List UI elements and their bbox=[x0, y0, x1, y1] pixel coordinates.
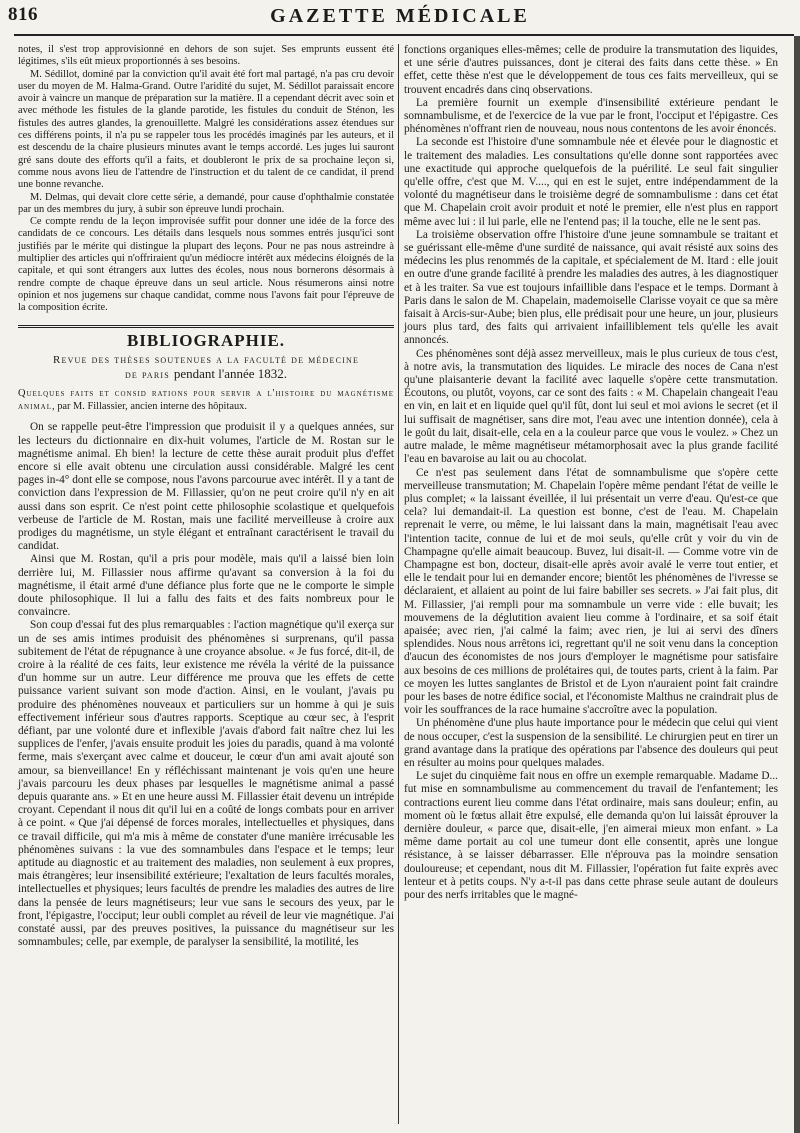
paragraph: Ce n'est pas seulement dans l'état de somnambulisme que s'opère cette merveilleuse transmutation; M. Chapelain l'opère même pendant l'état de veille le plus complet; « la laissant éveillée, il lui présentait un verre d'eau. Qu'est-ce que cela? lui demandait-il. La question est bonne, c'est de l'eau. M. Chapelain reprenait le verre, ou même, le lui laissant dans la main, magnétisait l'eau avec l'intention tacite, connue de lui et de moi seuls, qu'elle crût y voir du vin de Champagne qu'elle aimait beaucoup. Buvez, lui disait-il. — Comme votre vin de Champagne est bon, docteur, disait-elle après avoir avalé le verre tout entier, et elle le tendait pour lui en demander encore; bientôt les phénomènes de l'ivresse se déclaraient, et allaient au point de lui faire babiller ses secrets. » J'ai fait plus, dit M. Fillassier, j'ai rempli pour ma somnambule un verre vide : elle buvait; les mouvemens de la déglutition avaient lieu comme à l'ordinaire, et sa soif était apaisée; avec rien, j'ai calmé la faim; avec rien, je lui ai servi des dîners splendides. Nous nous arrêtons ici, regrettant qu'il ne soit venu dans la conception d'aucun des économistes de nos jours d'employer le magnétisme pour satisfaire aux besoins de ces millions de prolétaires qui, de toutes parts, crient à la faim. Par ce moyen les luttes sanglantes de Bristol et de Lyon n'auraient point fait craindre pour les bases de notre édifice social, et l'économiste Malthus ne craindrait plus de voir les souffrances de la race humaine s'accroître avec la population. bbox=[404, 466, 778, 717]
page-number: 816 bbox=[8, 4, 38, 25]
section-rule bbox=[18, 325, 394, 328]
revue-line-2: de paris bbox=[124, 368, 170, 381]
paragraph: M. Sédillot, dominé par la conviction qu'il avait été fort mal partagé, n'a pas cru devoir user du moyen de M. Halma-Grand. Outre l'aridité du sujet, M. Sédillot paraissait encore avoir à vaincre un manque de préparation sur la matière. Il a cependant décrit avec soin et avec méthode les fistules de la glande parotide, les fistules du conduit de Sténon, les fistules des autres glandes, la grenouillette. Malgré les considérations assez étendues sur ces différens points, il n'a pu se rappeler tous les procédés imaginés par les auteurs, et il est descendu de la chaire plusieurs minutes avant le temps accordé. Les juges lui sauront gré sans doute des efforts qu'il a faits, et doubleront le prix de sa prochaine leçon si, comme nous avons lieu de l'attendre de l'instruction et du talent de ce candidat, il prend une bonne revanche. bbox=[18, 68, 394, 191]
paragraph: La troisième observation offre l'histoire d'une jeune somnambule se traitant et se guérissant elle-même d'une surdité de naissance, qui avait résisté aux soins des médecins les plus renommés de la capitale, et spécialement de M. Itard : elle jouit en outre d'une grande facilité à prendre les maladies des autres, à les diagnostiquer et à les traiter. Sa vue est toujours infaillible dans l'espace et le temps. Dormant à Paris dans le salon de M. Chapelain, mademoiselle Clarisse voyait ce que sa mère faisait à Arcis-sur-Aube; bien plus, elle prédisait pour une heure, un jour, plusieurs jours plus tard, des faits qui arrivaient infailliblement tels qu'elle les avait annoncés. bbox=[404, 228, 778, 347]
paragraph: Ce compte rendu de la leçon improvisée suffit pour donner une idée de la force des candidats de ce concours. Les détails dans lesquels nous sommes entrés jusqu'ici sont justifiés par le mérite qui distingue la plupart des leçons. Pour ne pas nous astreindre à multiplier des articles qui n'offriraient qu'un médiocre intérêt aux médecins éloignés de la capitale, et qui sont étrangers aux luttes des écoles, nous nous bornerons désormais à rendre compte de chaque épreuve dans un seul article. Nous résumerons ainsi notre opinion et nos jugemens sur chaque candidat, comme nous l'avons fait pour l'épreuve de la composition écrite. bbox=[18, 216, 394, 314]
left-column bbox=[18, 44, 394, 949]
revue-year: pendant l'année 1832. bbox=[173, 365, 288, 381]
article-title-main: Quelques faits et consid rations pour servir a l'histoire du magnétisme animal bbox=[18, 387, 394, 412]
article-title-author: , par M. Fillassier, ancien interne des hôpitaux. bbox=[52, 400, 247, 412]
paragraph: Ainsi que M. Rostan, qu'il a pris pour modèle, mais qu'il a laissé bien loin derrière lui, M. Fillassier nous affirme qu'avant sa conversion à la foi du magnétisme, il était armé d'une défiance plus forte que ne le comporte le simple doute philosophique. Il lui a fallu des faits et des faits nombreux pour le convaincre. bbox=[18, 553, 394, 619]
right-column bbox=[404, 44, 778, 902]
section-title: BIBLIOGRAPHIE. bbox=[126, 330, 286, 350]
paragraph: Le sujet du cinquième fait nous en offre un exemple remarquable. Madame D... fut mise en somnambulisme au commencement du travail de l'enfantement; les contractions eurent lieu comme dans l'état ordinaire, mais sans douleur; enfin, au moment où le fœtus allait être expulsé, elle demanda qu'on lui laissât éprouver la dernière douleur, « parce que, disait-elle, j'en aimerai mieux mon enfant. » La même dame portait au col une tumeur dont elle consentit, après une longue résistance, à se laisser débarrasser. Elle n'éprouva pas la moindre sensation douloureuse; et cependant, nous dit M. Fillassier, l'opération fut faite exprès avec lenteur et à petits coups. N'y a-t-il pas dans cette phrase seule autant de douleurs pour des nerfs irritables que le magné- bbox=[404, 770, 778, 901]
left-top-text bbox=[18, 44, 394, 315]
page-header bbox=[0, 0, 800, 36]
paragraph: La seconde est l'histoire d'une somnambule née et élevée pour le diagnostic et le traitement des maladies. Les consultations qu'elle donne sont rapportées avec une exactitude qui approche quelquefois de la puérilité. Le seul fait singulier qu'elle offre, c'est que M. V...., qui en est le sujet, entre indépendamment de la volonté du magnétiseur dans le troisième degré de somnambulisme : dans cet état que M. Chapelain croit avoir produit et noté le premier, elle n'est plus en rapport même avec lui : il lui parle, elle ne l'entend pas; il la touche, elle ne le sent pas. bbox=[404, 136, 778, 228]
column-divider bbox=[398, 44, 399, 1124]
header-rule bbox=[14, 34, 794, 36]
journal-title: GAZETTE MÉDICALE bbox=[270, 5, 530, 27]
page-edge-bar bbox=[794, 36, 800, 1133]
paragraph: M. Delmas, qui devait clore cette série, a demandé, pour cause d'ophthalmie constatée par un des membres du jury, à subir son épreuve lundi prochain. bbox=[18, 191, 394, 215]
paragraph: On se rappelle peut-être l'impression que produisit il y a quelques années, sur les lecteurs du dictionnaire en dix-huit volumes, l'article de M. Rostan sur le magnétisme animal. Eh bien! la lecture de cette thèse aurait produit plus d'effet encore si elle avait obtenu une circulation aussi considérable. Malgré les cent pages in-4° dont elle se compose, nous l'avons parcourue avec intérêt. Il y a tant de conviction dans l'expression de M. Fillassier, qu'on ne peut croire qu'il n'y en ait aussi dans son esprit. Ce n'est point cette philosophie scolastique et quelquefois verbeuse de l'article de M. Rostan, mais une facilité merveilleuse à croire aux prodiges du magnétisme, un style élégant et entraînant caractérisent le travail du candidat. bbox=[18, 421, 394, 553]
paragraph: Son coup d'essai fut des plus remarquables : l'action magnétique qu'il exerça sur un de ses amis intimes produisit des phénomènes si surprenans, qu'il passa subitement de l'état de répugnance à une croyance absolue. « Je fus forcé, dit-il, de croire à la réalité de ces faits, leur existence me révéla la vérité de la puissance d'un homme sur un autre. Leur différence me prouva que les effets de cette puissance varient suivant son mode d'action. Ainsi, en le voulant, j'avais pu produire des phénomènes nouveaux et particuliers sur un homme à qui je suis effectivement inférieur sous d'autres rapports. Sceptique au cœur sec, à l'esprit défiant, par une volonté dure et inflexible j'avais d'abord fait naître chez lui les supplices de l'enfer, j'avais ensuite produit les joies du paradis, quand à ma volonté ferme, mais s'exerçant avec calme et douceur, le cœur d'un ami avait ajouté son amour, sa bienveillance! En y réfléchissant maintenant je vois qu'en une heure j'avais parcouru les deux phases par lesquelles le magnétisme animal a passé depuis quarante ans. » Et en une heure aussi M. Fillassier était devenu un intrépide croyant. Cependant il nous dit qu'il lui en a coûté de longs combats pour en arriver à ce point. « Que j'ai dépensé de forces morales, intellectuelles et physiques, dans ce travail difficile, qui m'a mis à même de constater d'une manière irrécusable les phénomènes suivans : la vue des somnambules dans l'espace et le temps; leur aptitude au diagnostic et au traitement des maladies, non seulement à eux propres, mais étrangères; leur insensibilité extérieure; l'exaltation de leurs facultés morales, intellectuelles et physiques; leurs facultés de prendre les maladies des autres de lire dans la pensée de leurs magnétiseurs; leur vue sans le secours des yeux, par le front, l'épigastre, l'occiput; leur oubli complet au réveil de leur vie magnétique. J'ai constaté aussi, par des preuves positives, la puissance du magnétiseur sur les somnambules; celle, par exemple, de paralyser la sensibilité, la motilité, les bbox=[18, 619, 394, 949]
paragraph: Ces phénomènes sont déjà assez merveilleux, mais le plus curieux de tous c'est, à notre avis, la transmutation des liquides. Le miracle des noces de Cana n'est qu'une plaisanterie devant la facilité avec laquelle s'opère cette transmutation. Écoutons, ou plutôt, voyons, car ce sont des faits : « M. Chapelain changeait l'eau en vin, en lait et en liquide quel qu'il fût, dont lui seul et moi avions le secret (et il lui suffisait de magnétiser, sans dire mot, l'eau avec une intention donnée), cela à le goût du lait, disait-elle, cela en a la couleur parce que vous le voulez. » Chez un autre malade, le même magnétiseur métamorphosait avec la plus grande facilité l'eau en bavaroise au lait ou au chocolat. bbox=[404, 347, 778, 466]
paragraph: Un phénomène d'une plus haute importance pour le médecin que celui qui vient de nous occuper, c'est la suspension de la sensibilité. Le chirurgien peut en tirer un grand avantage dans la pratique des opérations par l'absence des douleurs qui peut en résulter au moins pour quelques malades. bbox=[404, 717, 778, 769]
paragraph: La première fournit un exemple d'insensibilité extérieure pendant le somnambulisme, et de l'exercice de la vue par le front, l'occiput et l'épigastre. Ces phénomènes n'offrant rien de nouveau, nous nous contentons de les avoir énoncés. bbox=[404, 96, 778, 136]
article-title bbox=[18, 388, 394, 414]
paragraph: notes, il s'est trop approvisionné en dehors de son sujet. Ses emprunts eussent été légitimes, s'ils eût mieux proportionnés à ses besoins. bbox=[18, 44, 394, 68]
revue-line-1: Revue des thèses soutenues a la faculté de médecine bbox=[52, 353, 360, 366]
revue-heading bbox=[18, 353, 394, 382]
paragraph: fonctions organiques elles-mêmes; celle de produire la transmutation des liquides, et une série d'autres puissances, dont je citerai des faits dans cette thèse. » En effet, cette thèse n'est que le développement de tous ces faits merveilleux, qui se trouvent encadrés dans cinq observations. bbox=[404, 44, 778, 96]
